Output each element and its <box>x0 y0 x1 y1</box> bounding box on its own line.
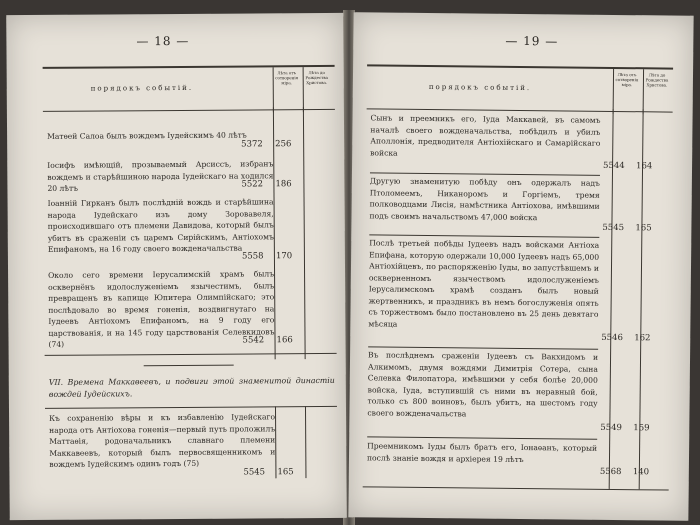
year-bc: 159 <box>633 423 650 434</box>
table-rule <box>45 353 337 356</box>
left-page <box>6 13 347 520</box>
years-from-creation-header: Лѣта отъ сотворенія міра. <box>613 69 640 114</box>
year-bc: 186 <box>275 179 292 190</box>
event-entry: Преемникомъ Іуды былъ братъ его, Іонаѳанъ, который послѣ знаніе вождя и архіерея 19 лѣтъ <box>366 441 598 464</box>
section-title: VII. Времена Маккавеевъ, и подвиги этой знаменитой династіи вождей Іудейскихъ. <box>48 375 335 399</box>
event-entry: Около сего времени Іерусалимскій храмъ былъ осквернёнъ идолослуженіемъ язычестимъ, былъ превращенъ въ капище Юпитера Олимпійскаго; это послѣдовало во время гоненія, воздвигнутаго на Іудеевъ Антіохомъ Епифаномъ, на 9 году его царствованія, и на 145 году царствованія Селевкидовъ (74) <box>48 269 275 349</box>
events-column-header: порядокъ событій. <box>428 83 532 93</box>
events-column-header: порядокъ событій. <box>90 83 194 93</box>
column-divider <box>305 406 307 478</box>
event-entry: Послѣ третьей побѣды Іудеевъ надъ войсками Антіоха Епифана, которую одержали 10,000 Іудеевъ надъ 65,000 Антіохійцевъ, по распоряженію Іуды, во запустѣвшемъ и оскверненномъ язычествомъ идолослуженіемъ Іерусалимскомъ храмѣ созданъ былъ новый жертвенникъ, и праздникъ въ немъ богослуженія опять съ торжествомъ было постановлено въ 25 день девятаго мѣсяца <box>368 238 600 329</box>
table-rule <box>363 486 669 490</box>
year-bc: 165 <box>635 223 652 234</box>
entry-separator <box>367 436 597 439</box>
table-header <box>43 65 335 112</box>
year-bc: 170 <box>275 251 293 262</box>
years-from-creation-header: Лѣта отъ сотворенія міра. <box>273 67 300 112</box>
event-entry: Сынъ и преемникъ его, Іуда Маккавей, въ самомъ началѣ своего вожденачальства, побѣдилъ и убилъ Аполлонія, предводителя Антіохійскаго и Самарійскаго войска <box>370 113 601 158</box>
year-creation: 5558 <box>241 251 264 262</box>
event-entry: Къ сохраненію вѣры и къ избавленію Іудейскаго народа отъ Антіохова гоненія—первый путь проложилъ Маттаѳія, родоначальникъ славнаго племени Маккавеевъ, который былъ первосвященникомъ и вождемъ Іудейскимъ одинъ годъ (75) <box>49 412 276 469</box>
year-bc: 256 <box>275 139 292 150</box>
year-creation: 5544 <box>603 160 625 172</box>
column-divider <box>303 107 306 359</box>
year-bc: 164 <box>636 161 653 172</box>
table-rule <box>45 406 337 409</box>
year-creation: 5372 <box>241 139 263 150</box>
years-before-christ-header: Лѣта до Рождества Христова. <box>643 69 670 114</box>
year-creation: 5568 <box>599 466 622 478</box>
year-creation: 5549 <box>600 422 623 434</box>
year-bc: 165 <box>277 467 294 478</box>
event-entry: Іоанній Гирканъ былъ послѣдній вождь и старѣйшина народа Іудейскаго изъ дому Зоровавеля, происходившаго отъ племени Давидова, который былъ убитъ въ сраженіи съ царемъ Сирійскимъ, Антіохомъ Епифаномъ, на 16 году своего вожденачальства <box>47 197 274 254</box>
year-bc: 162 <box>634 333 651 344</box>
year-creation: 5542 <box>242 335 265 346</box>
year-bc: 140 <box>632 467 650 478</box>
section-divider <box>144 365 234 367</box>
table-header <box>367 64 673 112</box>
years-before-christ-header: Лѣта до Рождества Христова. <box>303 67 330 112</box>
event-entry: Іосифъ имѣющій, прозываемый Арсиссъ, избранъ вождемъ и старѣйшиною народа Іудейскаго на ходился 20 лѣтъ <box>47 159 274 193</box>
year-bc: 166 <box>276 335 293 346</box>
page-number: — 18 — <box>136 33 190 49</box>
year-creation: 5545 <box>602 222 625 234</box>
event-entry: Другую знаменитую побѣду онъ одержалъ надъ Птоломеемъ, Никаноромъ и Горгіемъ, тремя полководцами Лисія, намѣстника Антіохова, имѣвшими подъ своимъ начальствомъ 47,000 войска <box>369 176 600 222</box>
right-page <box>348 12 693 521</box>
page-number: — 19 — <box>505 33 559 49</box>
year-creation: 5522 <box>241 179 264 190</box>
year-creation: 5545 <box>243 467 266 478</box>
event-entry: Матѳей Салоа былъ вождемъ Іудейскимъ 40 лѣтъ <box>47 130 247 141</box>
year-creation: 5546 <box>601 332 623 344</box>
event-entry: Въ послѣднемъ сраженіи Іудеевъ съ Вакхидомъ и Алкимомъ, двумя вождями Димитрія Сотера, сына Селевка Филопатора, имѣвшими у себя болѣе 20,000 войска, Іуда, вступившій съ ними въ неравный бой, только съ 800 воиновъ, былъ убитъ, на шестомъ году своего вожденачальства <box>367 350 599 418</box>
